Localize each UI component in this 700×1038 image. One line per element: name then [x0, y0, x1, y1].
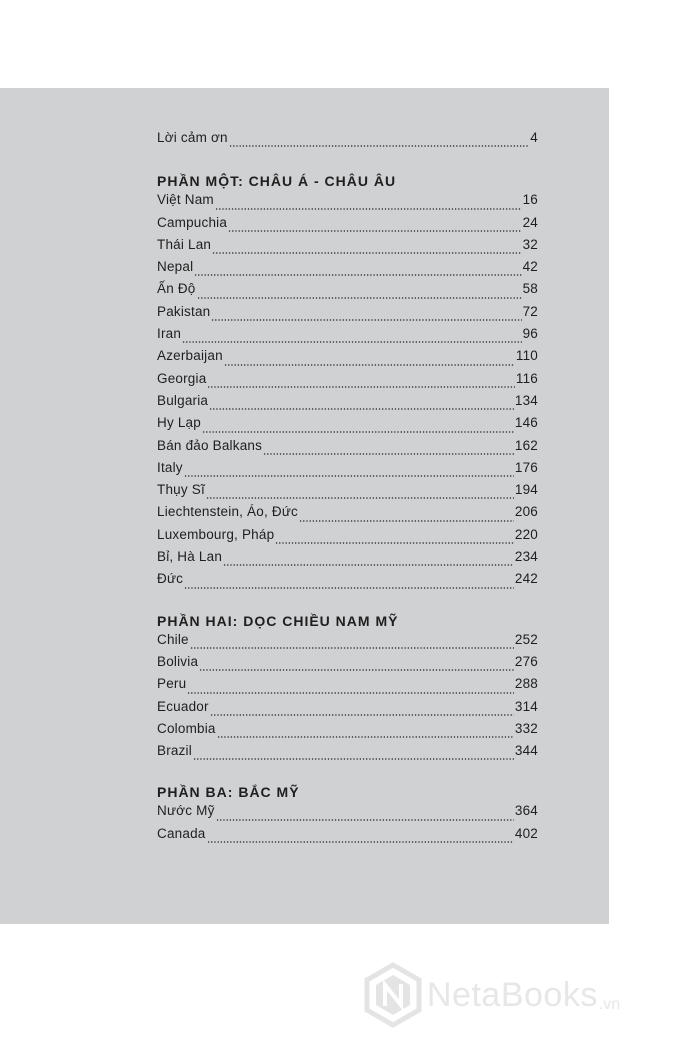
- toc-entry: [157, 527, 538, 549]
- toc-entry: [157, 482, 538, 504]
- toc-entry-title: Hy Lạp: [157, 415, 201, 431]
- toc-entry-title: Campuchia: [157, 214, 228, 230]
- book-page: [0, 88, 609, 924]
- netabooks-watermark: [363, 962, 620, 1028]
- toc-entry-title: Azerbaijan: [157, 348, 223, 364]
- toc-entry-page: 116: [515, 370, 538, 386]
- dot-leader: [275, 542, 514, 544]
- toc-entry: [157, 371, 538, 393]
- dot-leader: [209, 408, 514, 410]
- dot-leader: [190, 647, 514, 649]
- toc-entry-page: 162: [514, 437, 538, 453]
- dot-leader: [187, 692, 514, 694]
- toc-entry-page: 32: [522, 236, 538, 252]
- toc-entry: [157, 237, 538, 259]
- toc-entry-page: 332: [514, 720, 538, 736]
- toc-entry-page: 206: [514, 504, 538, 520]
- toc-entry-title: Ấn Độ: [157, 281, 196, 297]
- dot-leader: [229, 145, 530, 147]
- dot-leader: [223, 564, 514, 566]
- table-of-contents: [157, 130, 538, 848]
- toc-entry: [157, 676, 538, 698]
- toc-entry-title: Ecuador: [157, 698, 209, 714]
- dot-leader: [193, 758, 514, 760]
- toc-entry: [157, 192, 538, 214]
- toc-entry-title: Nepal: [157, 259, 194, 275]
- toc-entry: [157, 348, 538, 370]
- toc-entry: [157, 504, 538, 526]
- toc-entry-title: Chile: [157, 631, 189, 647]
- toc-entry-title: Thái Lan: [157, 236, 212, 252]
- toc-entry-page: 314: [514, 698, 538, 714]
- toc-entry: [157, 215, 538, 237]
- toc-entry-title: Brazil: [157, 743, 192, 759]
- toc-entry: [157, 460, 538, 482]
- toc-entry: [157, 415, 538, 437]
- toc-entry-title: Peru: [157, 676, 187, 692]
- dot-leader: [215, 208, 522, 210]
- toc-entry: [157, 393, 538, 415]
- dot-leader: [216, 819, 514, 821]
- toc-entry-title: Lời cảm ơn: [157, 130, 228, 145]
- toc-entry: [157, 632, 538, 654]
- dot-leader: [210, 714, 514, 716]
- dot-leader: [224, 364, 515, 366]
- toc-entry: [157, 438, 538, 460]
- toc-entry-title: Iran: [157, 326, 182, 342]
- toc-entry-title: Việt Nam: [157, 192, 214, 208]
- toc-entry-title: Thụy Sĩ: [157, 482, 205, 498]
- toc-entry: [157, 743, 538, 765]
- toc-entry-page: 24: [522, 214, 538, 230]
- section-heading: PHẦN HAI: DỌC CHIỀU NAM MỸ: [157, 612, 399, 629]
- dot-leader: [217, 736, 514, 738]
- dot-leader: [184, 587, 514, 589]
- toc-entry-title: Bolivia: [157, 653, 199, 669]
- toc-entry-title: Đức: [157, 571, 184, 587]
- toc-entry-page: 402: [514, 825, 538, 841]
- toc-entry-page: 252: [514, 631, 538, 647]
- toc-entry-page: 58: [522, 281, 538, 297]
- toc-entry: [157, 130, 538, 152]
- toc-entry: [157, 721, 538, 743]
- toc-entry-page: 194: [514, 482, 538, 498]
- toc-entry-title: Liechtenstein, Áo, Đức: [157, 504, 299, 520]
- toc-entry-title: Canada: [157, 825, 206, 841]
- toc-entry-page: 42: [522, 259, 538, 275]
- toc-entry-title: Pakistan: [157, 303, 211, 319]
- toc-entry: [157, 259, 538, 281]
- dot-leader: [263, 453, 514, 455]
- dot-leader: [211, 319, 521, 321]
- dot-leader: [184, 475, 514, 477]
- dot-leader: [299, 520, 514, 522]
- toc-entry-page: 72: [522, 303, 538, 319]
- dot-leader: [212, 252, 521, 254]
- toc-entry-page: 234: [514, 549, 538, 565]
- toc-entry-page: 146: [514, 415, 538, 431]
- toc-entry-page: 110: [515, 348, 538, 364]
- dot-leader: [207, 841, 514, 843]
- dot-leader: [199, 669, 514, 671]
- dot-leader: [207, 386, 514, 388]
- toc-entry-page: 242: [514, 571, 538, 587]
- toc-entry-title: Colombia: [157, 720, 216, 736]
- watermark-suffix: .vn: [598, 996, 621, 1013]
- dot-leader: [194, 274, 521, 276]
- toc-entry-page: 364: [514, 803, 538, 819]
- toc-entry: [157, 699, 538, 721]
- toc-entry-title: Georgia: [157, 370, 207, 386]
- section-heading: PHẦN MỘT: CHÂU Á - CHÂU ÂU: [157, 173, 397, 190]
- dot-leader: [182, 341, 522, 343]
- toc-entry: [157, 304, 538, 326]
- watermark-brand: NetaBooks: [427, 975, 598, 1014]
- toc-entry-title: Bulgaria: [157, 392, 209, 408]
- toc-entry-title: Bán đảo Balkans: [157, 437, 263, 453]
- netabooks-logo-icon: [363, 962, 423, 1028]
- toc-entry: [157, 654, 538, 676]
- toc-entry: [157, 803, 538, 825]
- toc-entry: [157, 571, 538, 593]
- toc-entry-page: 176: [514, 459, 538, 475]
- toc-entry-page: 220: [514, 526, 538, 542]
- toc-entry-page: 288: [514, 676, 538, 692]
- toc-entry-page: 276: [514, 653, 538, 669]
- toc-entry: [157, 826, 538, 848]
- toc-entry-page: 344: [514, 743, 538, 759]
- toc-entry-page: 16: [522, 192, 538, 208]
- dot-leader: [206, 497, 514, 499]
- section-heading: PHẦN BA: BẮC MỸ: [157, 784, 300, 801]
- toc-entry: [157, 281, 538, 303]
- dot-leader: [197, 297, 522, 299]
- dot-leader: [202, 431, 514, 433]
- toc-entry-page: 96: [522, 326, 538, 342]
- toc-entry-page: 4: [530, 130, 538, 145]
- toc-entry-title: Italy: [157, 459, 183, 475]
- dot-leader: [228, 230, 521, 232]
- toc-entry-title: Nước Mỹ: [157, 803, 215, 819]
- toc-entry-title: Bỉ, Hà Lan: [157, 549, 223, 565]
- toc-entry: [157, 326, 538, 348]
- toc-entry-page: 134: [514, 392, 538, 408]
- toc-entry-title: Luxembourg, Pháp: [157, 526, 275, 542]
- toc-entry: [157, 549, 538, 571]
